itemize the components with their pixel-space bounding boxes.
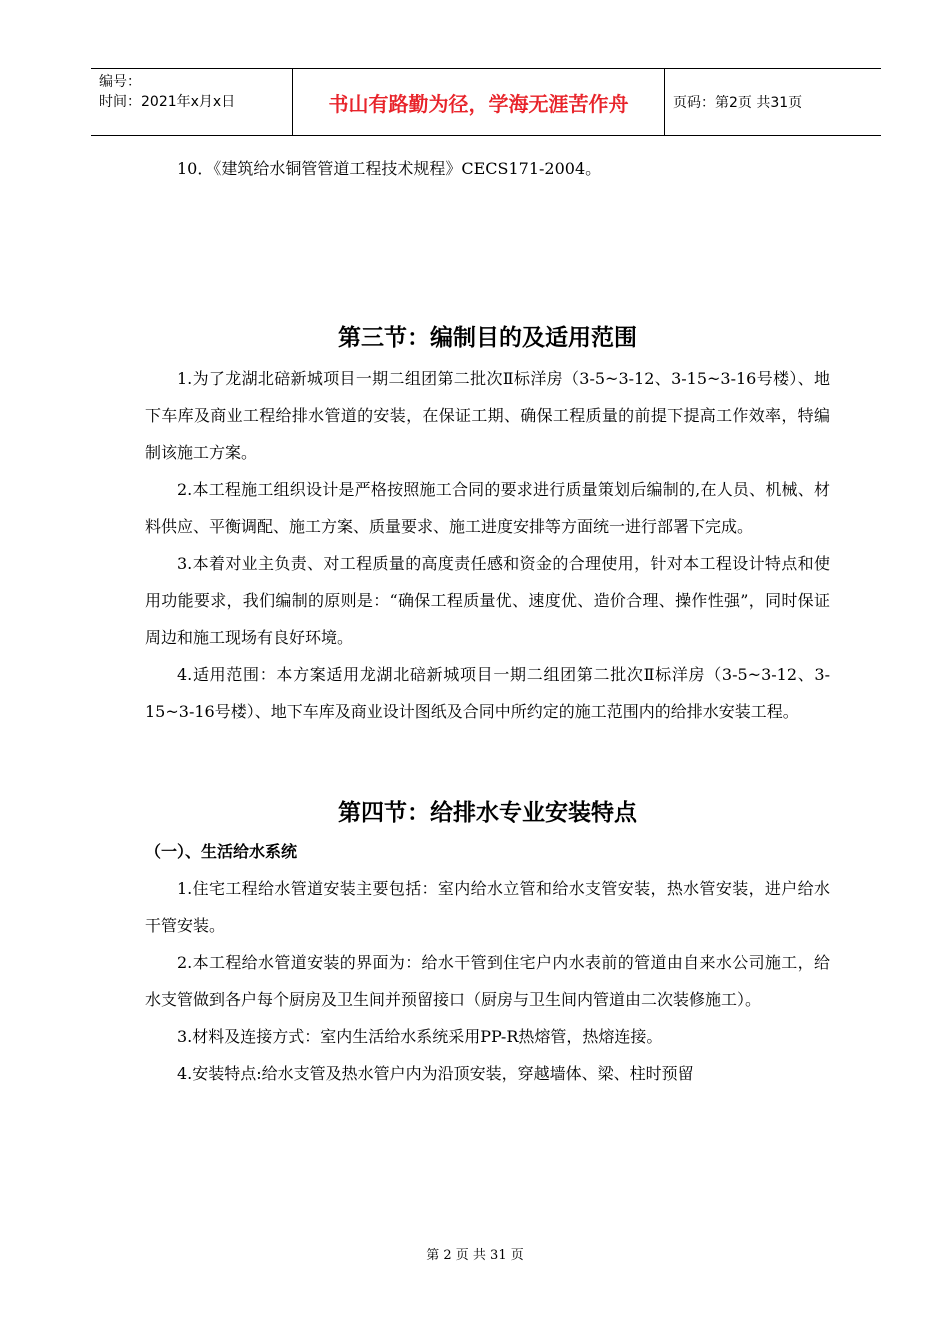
section-4-title: 第四节：给排水专业安装特点 bbox=[338, 800, 637, 826]
section-4-paragraph: 2.本工程给水管道安装的界面为：给水干管到住宅户内水表前的管道由自来水公司施工，给水支管做到各户每个厨房及卫生间并预留接口（厨房与卫生间内管道由二次装修施工）。 bbox=[145, 953, 830, 1009]
section-3-paragraph: 3.本着对业主负责、对工程质量的高度责任感和资金的合理使用，针对本工程设计特点和使用功能要求，我们编制的原则是：“确保工程质量优、速度优、造价合理、操作性强”，同时保证周边和施工现场有良好环境。 bbox=[145, 554, 830, 647]
document-body bbox=[145, 150, 830, 1092]
reference-item-10: 10．《建筑给水铜管管道工程技术规程》CECS171-2004。 bbox=[177, 159, 602, 178]
section-3-title: 第三节：编制目的及适用范围 bbox=[338, 325, 637, 351]
header-time: 时间：2021年x月x日 bbox=[99, 94, 236, 110]
section-3-paragraph: 2.本工程施工组织设计是严格按照施工合同的要求进行质量策划后编制的,在人员、机械、材料供应、平衡调配、施工方案、质量要求、施工进度安排等方面统一进行部署下完成。 bbox=[145, 480, 830, 536]
section-4-subheading: （一）、生活给水系统 bbox=[145, 842, 298, 861]
page-header bbox=[91, 68, 881, 136]
section-4-paragraph: 4.安装特点:给水支管及热水管户内为沿顶安装，穿越墙体、梁、柱时预留 bbox=[177, 1064, 694, 1083]
section-4-paragraph: 3.材料及连接方式：室内生活给水系统采用PP-R热熔管，热熔连接。 bbox=[177, 1027, 663, 1046]
section-3-paragraph: 1.为了龙湖北碚新城项目一期二组团第二批次Ⅱ标洋房（3-5~3-12、3-15~3-16号楼）、地下车库及商业工程给排水管道的安装，在保证工期、确保工程质量的前提下提高工作效率，特编制该施工方案。 bbox=[145, 369, 830, 462]
page-footer: 第 2 页 共 31 页 bbox=[426, 1248, 524, 1263]
header-motto: 书山有路勤为径，学海无涯苦作舟 bbox=[293, 69, 665, 135]
header-number: 编号： bbox=[99, 74, 141, 90]
header-meta bbox=[91, 69, 293, 135]
section-3-paragraph: 4.适用范围：本方案适用龙湖北碚新城项目一期二组团第二批次Ⅱ标洋房（3-5~3-12、3-15~3-16号楼）、地下车库及商业设计图纸及合同中所约定的施工范围内的给排水安装工程。 bbox=[145, 665, 830, 721]
header-page-info: 页码：第2页 共31页 bbox=[673, 95, 803, 111]
section-4-paragraph: 1.住宅工程给水管道安装主要包括：室内给水立管和给水支管安装，热水管安装，进户给水干管安装。 bbox=[145, 879, 830, 935]
